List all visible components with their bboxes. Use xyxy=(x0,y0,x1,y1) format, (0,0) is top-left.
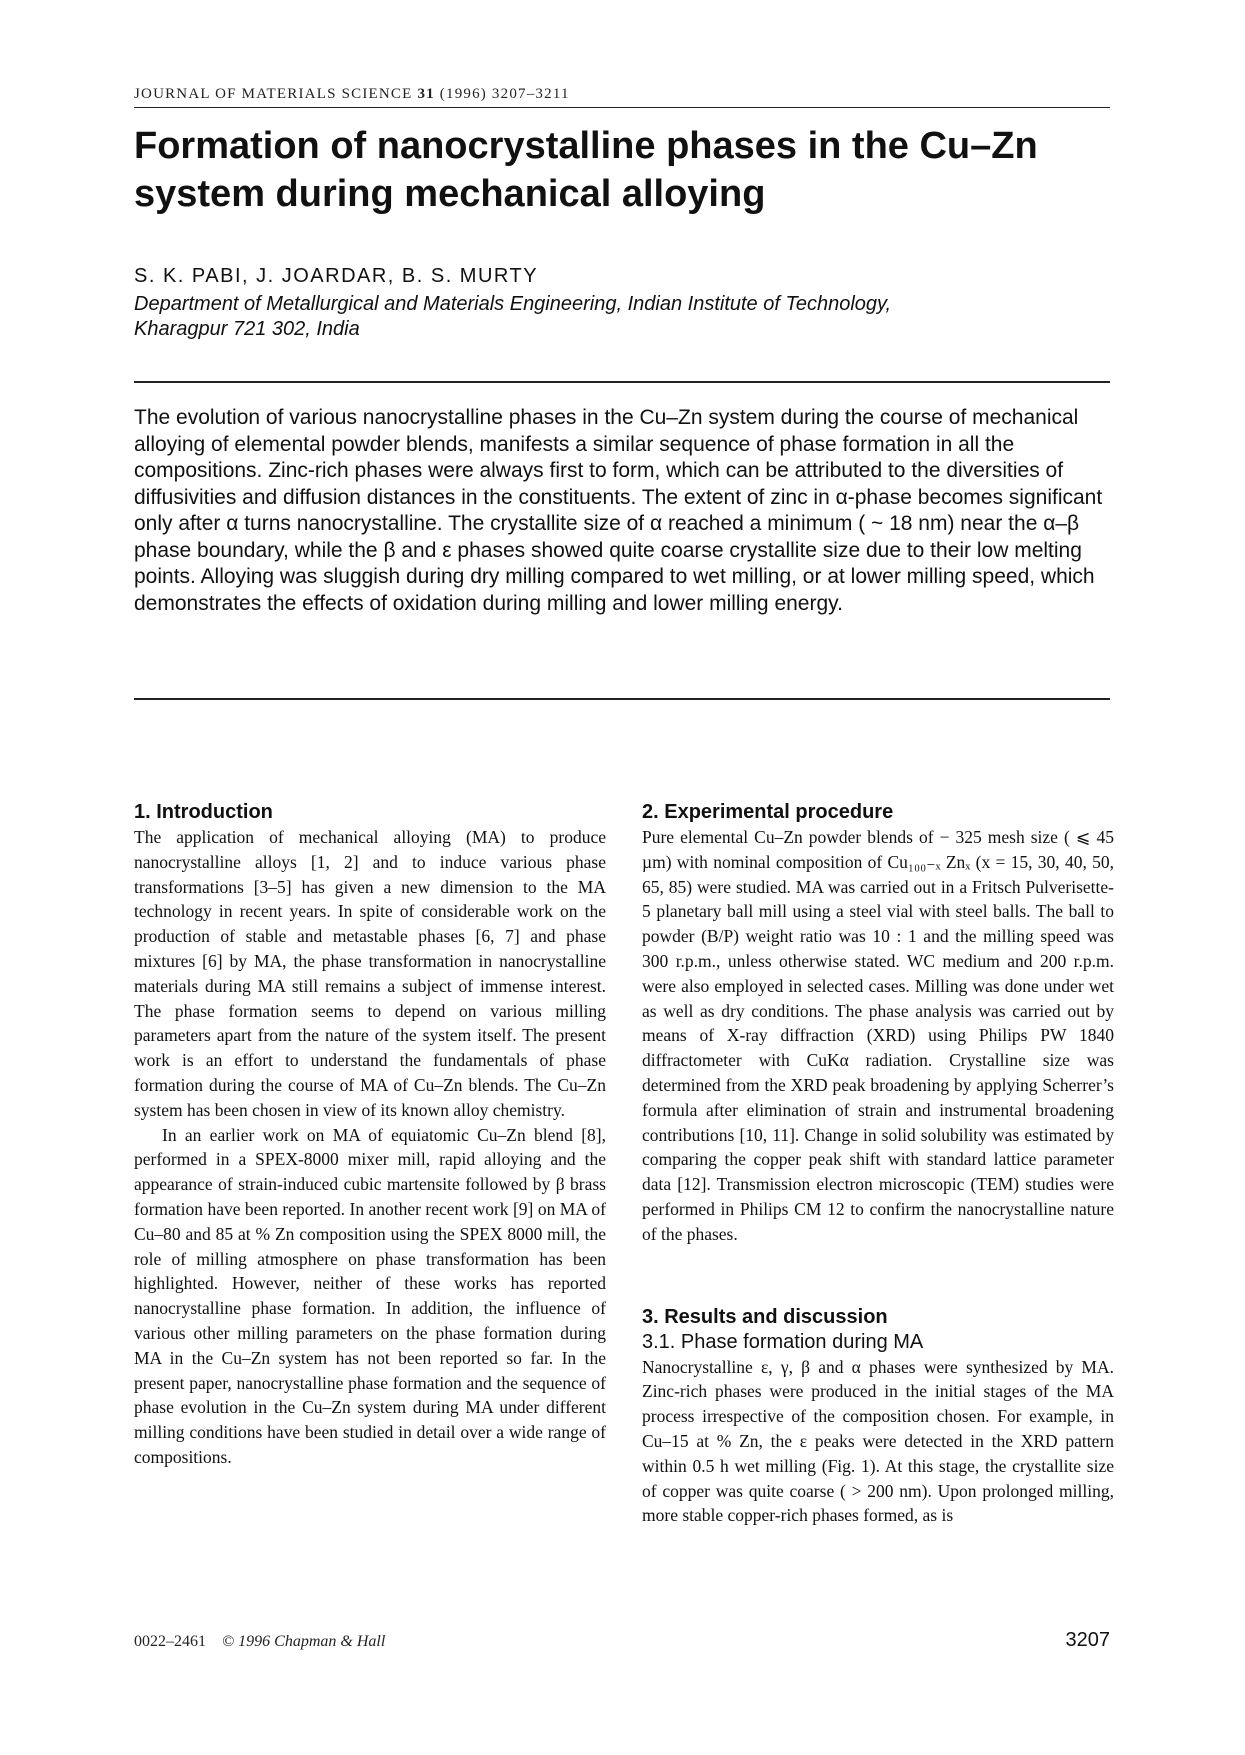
results-subheading: 3.1. Phase formation during MA xyxy=(642,1330,924,1353)
left-column xyxy=(134,800,606,1470)
journal-volume: 31 xyxy=(417,86,435,102)
affiliation-line-2: Kharagpur 721 302, India xyxy=(134,318,360,340)
footer-publisher: © 1996 Chapman & Hall xyxy=(222,1633,386,1650)
results-paragraph: Nanocrystalline ε, γ, β and α phases were synthesized by MA. Zinc-rich phases were produced in the initial stages of the MA process irrespective of the composition chosen. For example, in Cu–15 at % Zn, the ε peaks were detected in the XRD pattern within 0.5 h wet milling (Fig. 1). At this stage, the crystallite size of copper was quite coarse ( > 200 nm). Upon prolonged milling, more stable copper-rich phases formed, as is xyxy=(642,1356,1114,1526)
abstract-top-rule xyxy=(134,381,1110,383)
experimental-paragraph: Pure elemental Cu–Zn powder blends of − 325 mesh size ( ⩽ 45 µm) with nominal composition of Cu₁₀₀₋ₓ Znₓ (x = 15, 30, 40, 50, 65, 85) were studied. MA was carried out in a Fritsch Pulverisette-5 planetary ball mill using a steel vial with steel balls. The ball to powder (B/P) weight ratio was 10 : 1 and the milling speed was 300 r.p.m., unless otherwise stated. WC medium and 200 r.p.m. were also employed in selected cases. Milling was done under wet as well as dry conditions. The phase analysis was carried out by means of X-ray diffraction (XRD) using Philips PW 1840 diffractometer with CuKα radiation. Crystalline size was determined from the XRD peak broadening by applying Scherrer’s formula after elimination of strain and instrumental broadening contributions [10, 11]. Change in solid solubility was estimated by comparing the copper peak shift with standard lattice parameter data [12]. Transmission electron microscopic (TEM) studies were performed in Philips CM 12 to confirm the nanocrystalline nature of the phases. xyxy=(642,827,1114,1244)
abstract-bottom-rule xyxy=(134,698,1110,700)
section-spacer xyxy=(642,1247,1114,1305)
intro-paragraph-2: In an earlier work on MA of equiatomic Cu–Zn blend [8], performed in a SPEX-8000 mixer mill, rapid alloying and the appearance of strain-induced cubic martensite followed by β brass formation have been reported. In another recent work [9] on MA of Cu–80 and 85 at % Zn composition using the SPEX 8000 mill, the role of milling atmosphere on phase transformation has been highlighted. However, neither of these works has reported nanocrystalline phase formation. In addition, the influence of various other milling parameters on the phase formation during MA in the Cu–Zn system has not been reported so far. In the present paper, nanocrystalline phase formation and the sequence of phase evolution in the Cu–Zn system during MA under different milling conditions have been studied in detail over a wide range of compositions. xyxy=(134,1124,606,1467)
affiliation xyxy=(134,292,1114,342)
authors: S. K. PABI, J. JOARDAR, B. S. MURTY xyxy=(134,265,539,287)
intro-heading: 1. Introduction xyxy=(134,801,273,823)
results-heading: 3. Results and discussion xyxy=(642,1305,888,1328)
title-line-1: Formation of nanocrystalline phases in the Cu–Zn xyxy=(134,125,1038,167)
footer-copyright xyxy=(134,1633,385,1651)
intro-paragraph-1: The application of mechanical alloying (MA) to produce nanocrystalline alloys [1, 2] and to induce various phase transformations [3–5] has given a new dimension to the MA technology in recent years. In spite of considerable work on the production of stable and metastable phases [6, 7] and phase mixtures [6] by MA, the phase transformation in nanocrystalline materials during MA still remains a subject of immense interest. The phase formation seems to depend on various milling parameters apart from the nature of the system itself. The present work is an effort to understand the fundamentals of phase formation during the course of MA of Cu–Zn blends. The Cu–Zn system has been chosen in view of its known alloy chemistry. xyxy=(134,827,606,1120)
abstract: The evolution of various nanocrystalline phases in the Cu–Zn system during the course of mechanical alloying of elemental powder blends, manifests a similar sequence of phase formation in all the compositions. Zinc-rich phases were always first to form, which can be attributed to the diversities of diffusivities and diffusion distances in the constituents. The extent of zinc in α-phase becomes significant only after α turns nanocrystalline. The crystallite size of α reached a minimum ( ~ 18 nm) near the α–β phase boundary, while the β and ε phases showed quite coarse crystallite size due to their low melting points. Alloying was sluggish during dry milling compared to wet milling, or at lower milling speed, which demonstrates the effects of oxidation during milling and lower milling energy. xyxy=(134,406,1103,615)
right-column xyxy=(642,800,1114,1528)
affiliation-line-1: Department of Metallurgical and Materials Engineering, Indian Institute of Technology, xyxy=(134,293,892,315)
journal-name: JOURNAL OF MATERIALS SCIENCE xyxy=(134,86,413,102)
page-number: 3207 xyxy=(1065,1629,1110,1651)
footer-issn: 0022–2461 xyxy=(134,1633,206,1650)
journal-header xyxy=(134,86,1110,108)
article-title xyxy=(134,122,1114,218)
journal-year-pages: (1996) 3207–3211 xyxy=(439,86,570,102)
title-line-2: system during mechanical alloying xyxy=(134,173,766,215)
experimental-heading: 2. Experimental procedure xyxy=(642,801,894,823)
